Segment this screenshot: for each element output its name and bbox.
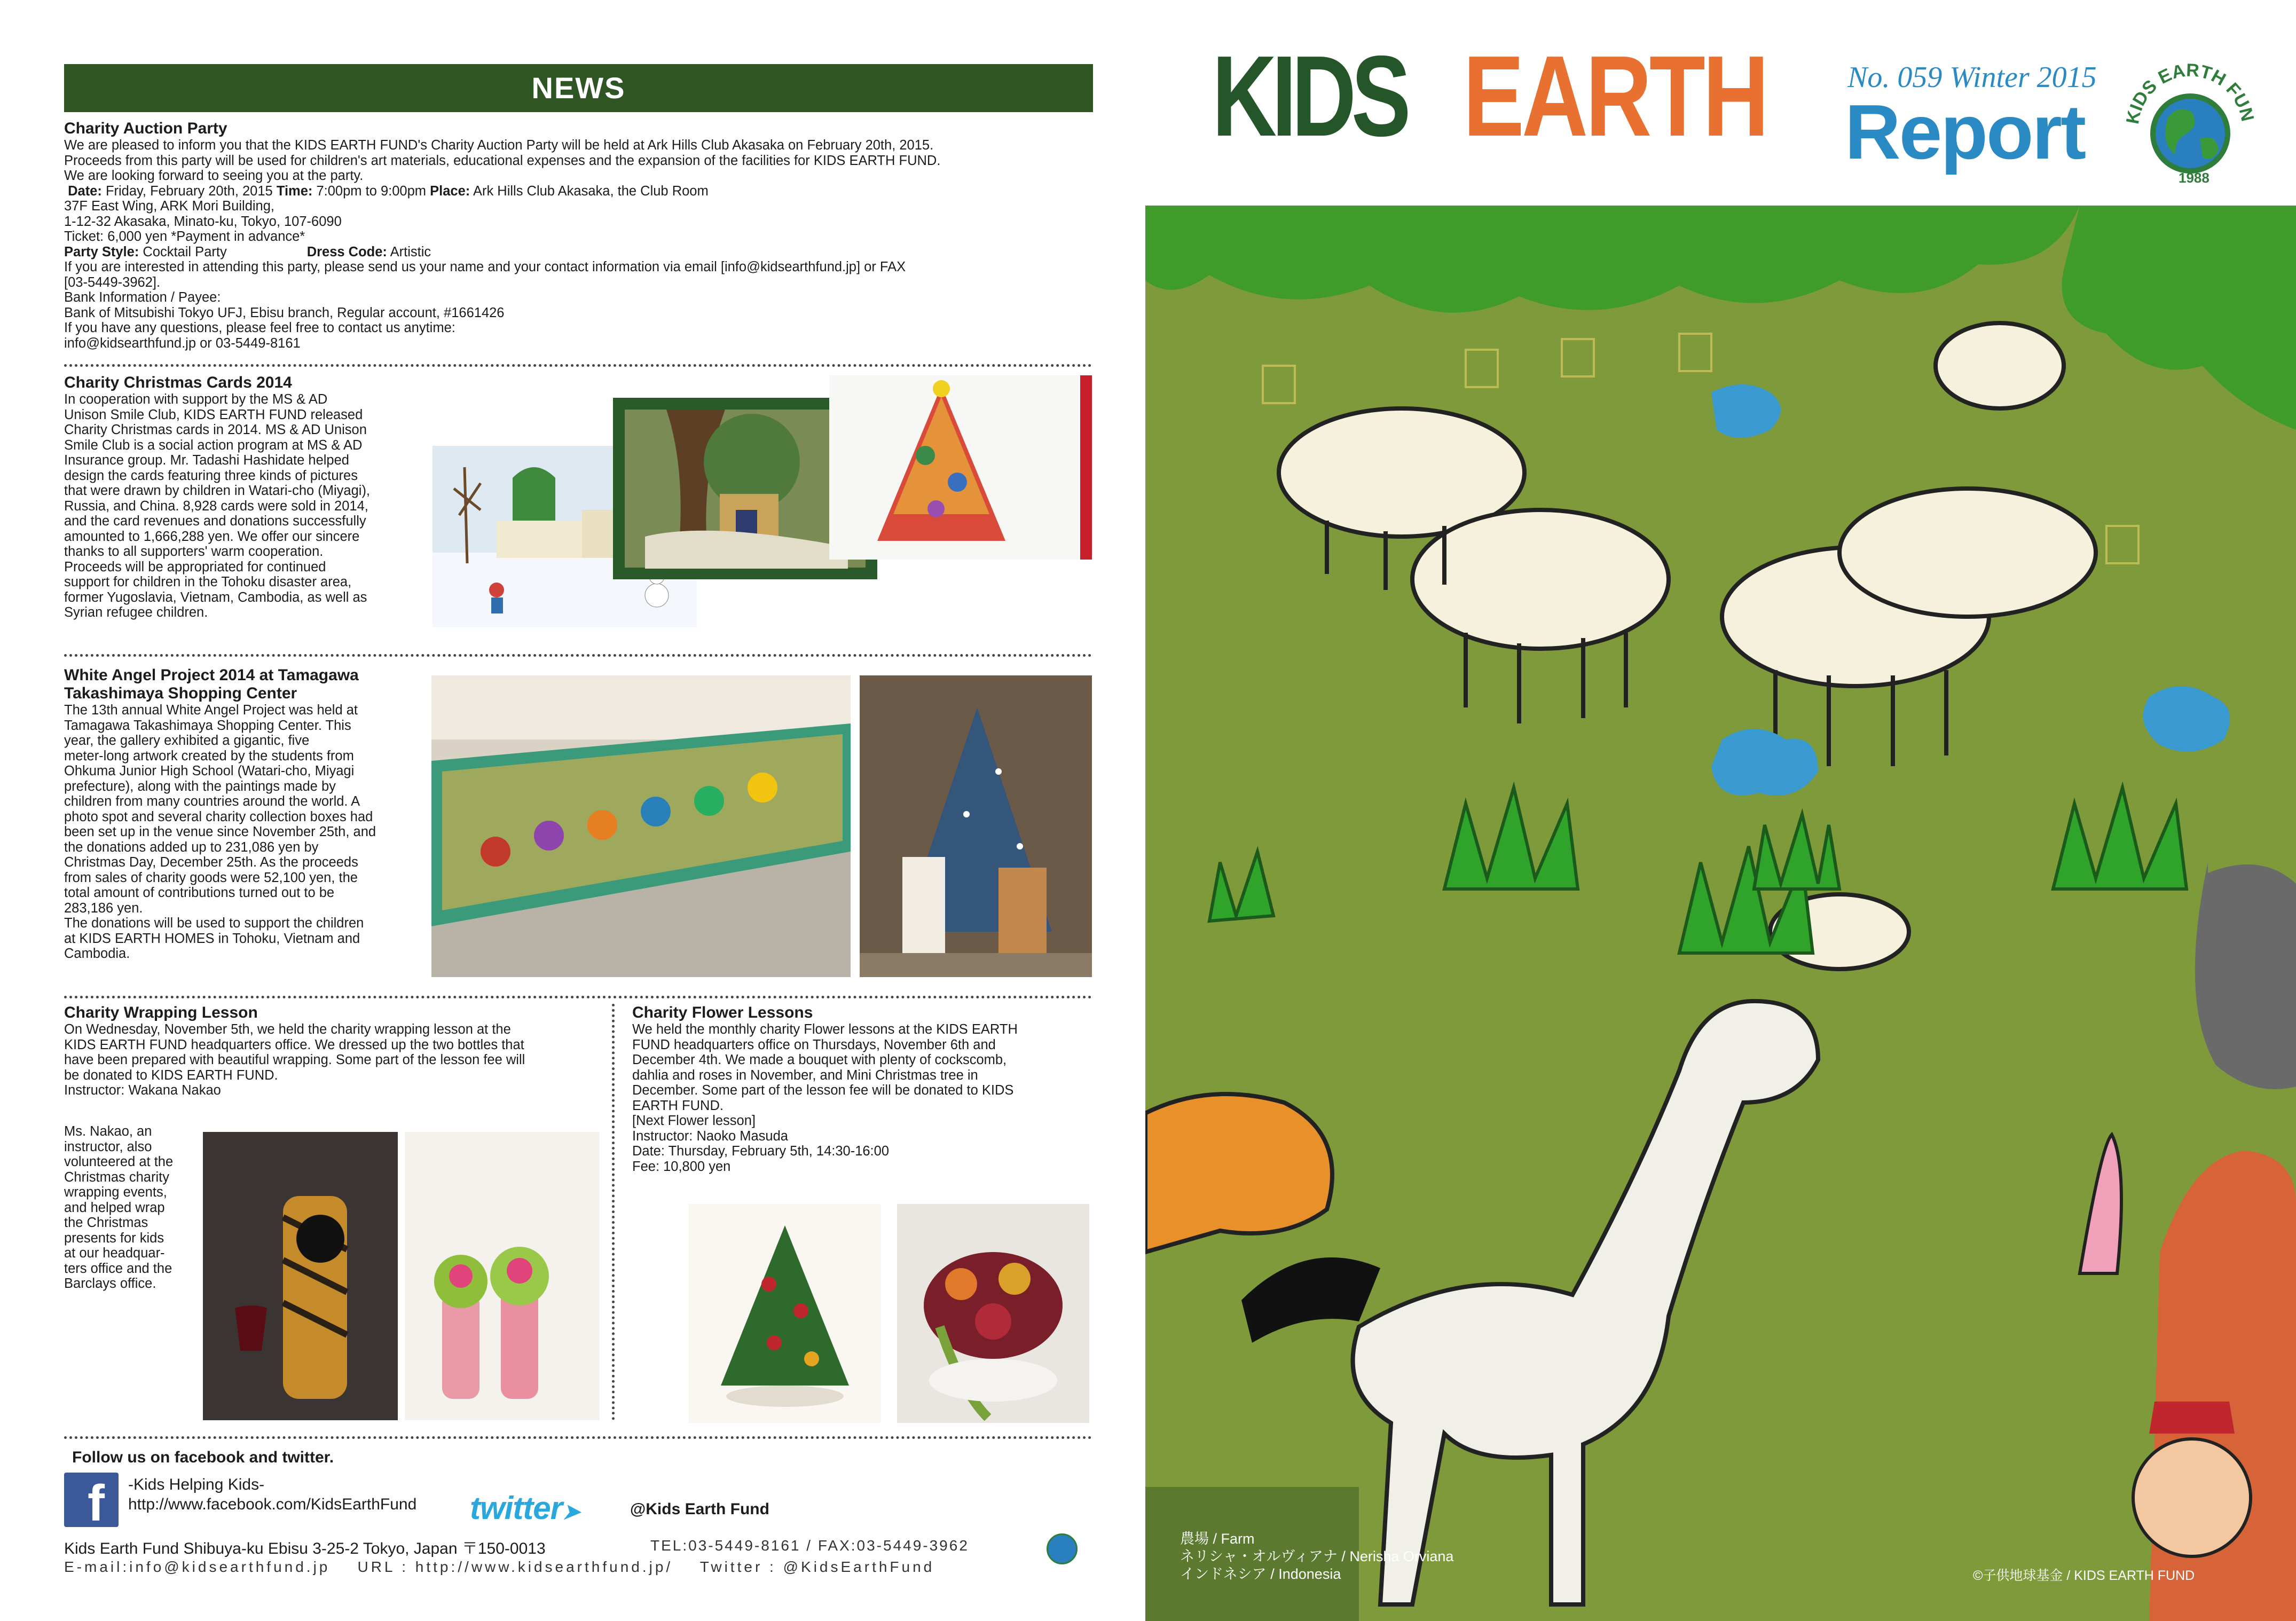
divider [64,1436,1092,1439]
flower-body: We held the monthly charity Flower lessons at the KIDS EARTH FUND headquarters office on Thursdays, November 6th and December 4th. We made a bouquet with plenty of cockscomb, dahlia and roses in November, and Mini Christmas tree in December. Some part of the lesson fee will be donated to KIDS EARTH FUND. [Next Flower lesson] Instructor: Naoko Masuda Date: Thursday, February 5th, 14:30-16:00 Fee: 10,800 yen [632,1022,1018,1174]
news-header: NEWS [64,64,1093,112]
auction-details [64,184,1095,199]
follow-text: Follow us on facebook and twitter. [72,1449,334,1466]
divider [64,654,1092,657]
date-label: Date: [68,183,102,199]
dress-label: Dress Code: [306,244,387,259]
caption-title: 農場 / Farm [1180,1531,1255,1547]
wrapping-title: Charity Wrapping Lesson [64,1004,258,1021]
vertical-divider [612,1004,615,1420]
time-value: 7:00pm to 9:00pm [316,183,427,199]
dress-value: Artistic [390,244,431,259]
auction-style [64,245,1095,260]
auction-section [64,120,1095,351]
logo-arc-text: KIDS EARTH FUN [2122,60,2258,126]
auction-body2: If you are interested in attending this party, please send us your name and your contact information via email [info@kidsearthfund.jp] or FAX [03-5449-3962]. Bank Information / Payee: Bank of Mitsubishi Tokyo UFJ, Ebisu branch, Regular account, #1661426 If you have any questions, please feel free to contact us anytime: info@kidsearthfund.jp or 03-5449-8161 [64,259,906,351]
xmas-cards-section [64,374,427,620]
divider [64,996,1092,998]
earth-title: EARTH [1463,32,1767,160]
xmas-cards-title: Charity Christmas Cards 2014 [64,374,292,391]
time-label: Time: [276,183,313,199]
white-angel-body: The 13th annual White Angel Project was held at Tamagawa Takashimaya Shopping Center. This year, the gallery exhibited a gigantic, five meter-long artwork created by the students from Ohkuma Junior High School (Watari-cho, Miyagi prefecture), along with the paintings made by children from many countries around the world. A photo spot and several charity collection boxes had been set up in the venue since November 25th, and the donations added up to 231,086 yen by Christmas Day, December 25th. As the proceeds from sales of charity goods were 52,100 yen, the total amount of contributions turned out to be 283,186 yen. The donations will be used to support the children at KIDS EARTH HOMES in Tohoku, Vietnam and Cambodia. [64,703,376,961]
facebook-url[interactable]: http://www.facebook.com/KidsEarthFund [128,1496,417,1513]
white-angel-title: White Angel Project 2014 at Tamagawa Takashimaya Shopping Center [64,666,359,702]
white-angel-section [64,666,427,962]
flower-section [632,1004,1097,1174]
wrapping-body2: Ms. Nakao, an instructor, also volunteered at the Christmas charity wrapping events, and helped wrap the Christmas presents for kids at our headquar- ters office and the Barclays office. [64,1124,174,1291]
bouquet-photo [897,1204,1089,1423]
date-value: Friday, February 20th, 2015 [105,183,273,199]
caption-country: インドネシア / Indonesia [1180,1566,1341,1582]
flower-title: Charity Flower Lessons [632,1004,813,1021]
divider [64,364,1092,367]
wrapping-body: On Wednesday, November 5th, we held the charity wrapping lesson at the KIDS EARTH FUND headquarters office. We dressed up the two bottles that have been prepared with beautiful wrapping. Some part of the lesson fee will be donated to KIDS EARTH FUND. Instructor: Wakana Nakao [64,1022,525,1098]
mini-christmas-tree-photo [689,1204,881,1423]
footer-address: Kids Earth Fund Shibuya-ku Ebisu 3-25-2 Tokyo, Japan 〒150-0013 [64,1540,546,1557]
auction-body: We are pleased to inform you that the KIDS EARTH FUND's Charity Auction Party will be held at Ark Hills Club Akasaka on February 20th, 2015. Proceeds from this party will be used for children's art materials, educational expenses and the expansion of the facilities for KIDS EARTH FUND. We are looking forward to seeing you at the party. [64,138,941,183]
place-value: Ark Hills Club Akasaka, the Club Room [473,183,709,199]
twitter-bird-icon: ➤ [562,1500,580,1524]
twitter-handle: @Kids Earth Fund [630,1500,769,1518]
auction-title: Charity Auction Party [64,120,227,137]
wrapping-section [64,1004,603,1098]
artwork-caption [1180,1530,1453,1583]
kids-title: KIDS [1212,32,1406,160]
place-label: Place: [430,183,470,199]
facebook-tagline: -Kids Helping Kids- [128,1476,265,1493]
issue-number: No. 059 Winter 2015 [1847,61,2097,94]
small-globe-logo-icon [1047,1533,1078,1564]
photo-spot-photo [860,675,1092,977]
style-value: Cocktail Party [143,244,227,259]
style-label: Party Style: [64,244,139,259]
logo-year: 1988 [2179,170,2209,186]
cover-artwork-farm [1145,206,2296,1621]
auction-address: 37F East Wing, ARK Mori Building, 1-12-32 Akasaka, Minato-ku, Tokyo, 107-6090 Ticket: 6,000 yen *Payment in advance* [64,199,342,244]
wrapped-gifts-photo [405,1132,600,1420]
copyright-text: ©子供地球基金 / KIDS EARTH FUND [1973,1568,2195,1583]
xmas-cards-body: In cooperation with support by the MS & AD Unison Smile Club, KIDS EARTH FUND released Charity Christmas cards in 2014. MS & AD Unison Smile Club is a social action program at MS & AD Insurance group. Mr. Tadashi Hashidate helped design the cards featuring three kinds of pictures that were drawn by children in Watari-cho (Miyagi), Russia, and China. 8,928 cards were sold in 2014, and the card revenues and donations successfully amounted to 1,666,288 yen. We offer our sincere thanks to all supporters' warm cooperation. Proceeds will be appropriated for continued support for children in the Tohoku disaster area, former Yugoslavia, Vietnam, Cambodia, as well as Syrian refugee children. [64,392,371,620]
footer-tel: TEL:03-5449-8161 / FAX:03-5449-3962 [650,1537,969,1554]
report-title: Report [1845,89,2085,175]
card-image-tree [829,375,1092,560]
footer-contacts: E-mail:info@kidsearthfund.jp URL : http://www.kidsearthfund.jp/ Twitter : @KidsEarthFund [64,1559,935,1575]
twitter-logo[interactable] [470,1490,580,1531]
gallery-artwork-photo [431,675,851,977]
twitter-wordmark: twitter [470,1490,562,1526]
caption-artist: ネリシャ・オルヴィアナ / Nerisha Orviana [1180,1548,1454,1564]
facebook-icon[interactable]: f [64,1473,119,1527]
wrapped-bottle-photo [203,1132,398,1420]
